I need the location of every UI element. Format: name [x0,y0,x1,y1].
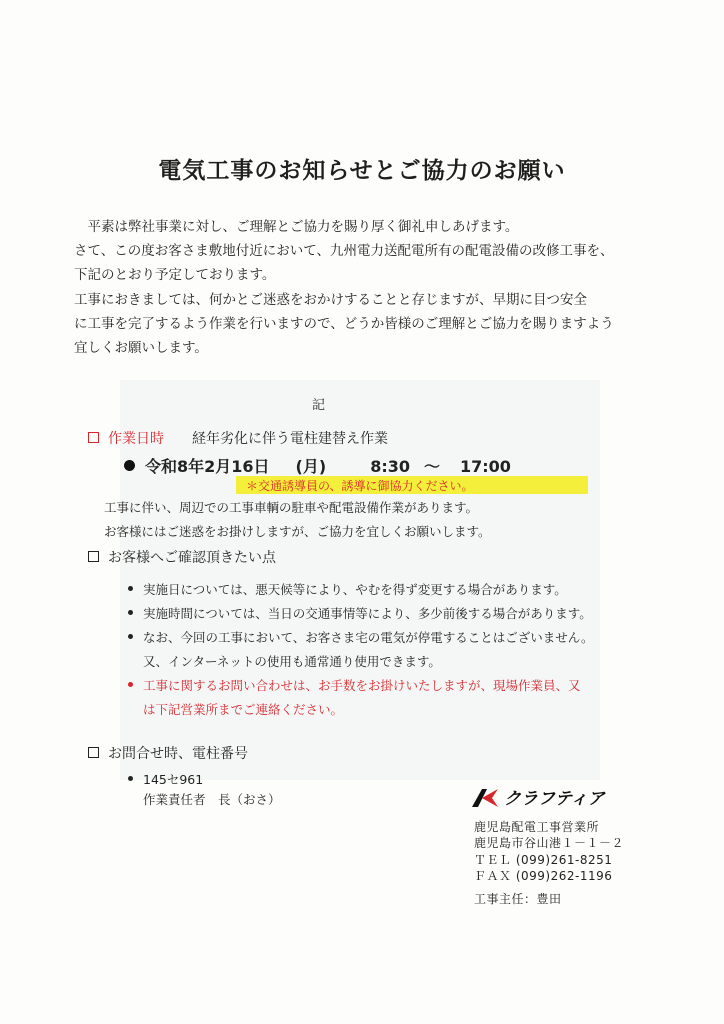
intro-line-3: 下記のとおり予定しております。 [74,267,276,283]
confirm-contact-note-cont: は下記営業所までご連絡ください。 [143,702,344,717]
confirm-contact-note: 工事に関するお問い合わせは、お手数をお掛けいたしますが、現場作業員、又 [128,676,581,694]
bullet-icon [128,610,133,615]
work-note-2: お客様にはご迷惑をお掛けしますが、ご協力を宜しくお願いします。 [104,524,491,539]
checkbox-square-icon [88,432,99,443]
ki-mark: 記 [312,398,326,413]
work-heading-label: 作業日時 [108,431,164,447]
confirm-heading-label: お客様へご確認頂きたい点 [108,550,276,566]
intro-line-5: に工事を完了するよう作業を行いますので、どうか皆様のご理解とご協力を賜りますよう [74,316,614,332]
pole-heading-label: お問合せ時、電柱番号 [108,746,248,762]
bullet-icon [128,634,133,639]
work-section-heading [88,428,388,448]
work-note-1: 工事に伴い、周辺での工事車輌の駐車や配電設備作業があります。 [104,500,479,515]
site-manager: 工事主任：豊田 [474,892,562,906]
intro-line-2: さて、この度お客さま敷地付近において、九州電力送配電所有の配電設備の改修工事を、 [74,243,614,259]
confirm-item-3: なお、今回の工事において、お客さま宅の電気が停電することはございません。 [128,628,594,646]
office-name: 鹿児島配電工事営業所 [474,820,600,834]
confirm-item-3-cont: 又、インターネットの使用も通常通り使用できます。 [143,654,441,669]
pole-number: 145セ961 [128,770,203,788]
confirm-item-1: 実施日については、悪天候等により、やむを得ず変更する場合があります。 [128,580,567,598]
work-end-time: 17:00 [460,457,511,476]
pole-responsible: 作業責任者 長（おさ） [143,792,281,807]
office-fax: ＦＡＸ (099)262-1196 [474,869,613,883]
company-logo [470,784,605,809]
work-date-row [124,454,511,477]
pole-section-heading [88,743,248,763]
work-date: 令和8年2月16日 [145,457,270,476]
kraftia-logo-icon [470,788,500,808]
office-tel: ＴＥＬ (099)261-8251 [474,853,613,867]
checkbox-square-icon [88,747,99,758]
page-title: 電気工事のお知らせとご協力のお願い [158,158,566,184]
work-start-time: 8:30 [370,457,410,476]
intro-line-4: 工事におきましては、何かとご迷惑をおかけすることと存じますが、早期に目つ安全 [74,292,587,308]
confirm-section-heading [88,547,276,567]
traffic-guide-note: ＊交通誘導員の、誘導に御協力ください。 [246,479,474,493]
work-description: 経年劣化に伴う電柱建替え作業 [192,431,388,447]
confirm-item-2: 実施時間については、当日の交通事情等により、多少前後する場合があります。 [128,604,592,622]
bullet-icon [124,460,135,471]
work-tilde: ～ [423,457,440,476]
company-logo-text: クラフティア [504,789,605,809]
work-weekday: (月) [295,457,327,476]
bullet-icon [128,586,133,591]
bullet-icon [128,776,133,781]
intro-line-1: 平素は弊社事業に対し、ご理解とご協力を賜り厚く御礼申しあげます。 [74,219,519,235]
bullet-icon [128,682,133,687]
office-address: 鹿児島市谷山港１－１－２ [474,836,625,850]
intro-line-6: 宜しくお願いします。 [74,340,208,356]
checkbox-square-icon [88,551,99,562]
